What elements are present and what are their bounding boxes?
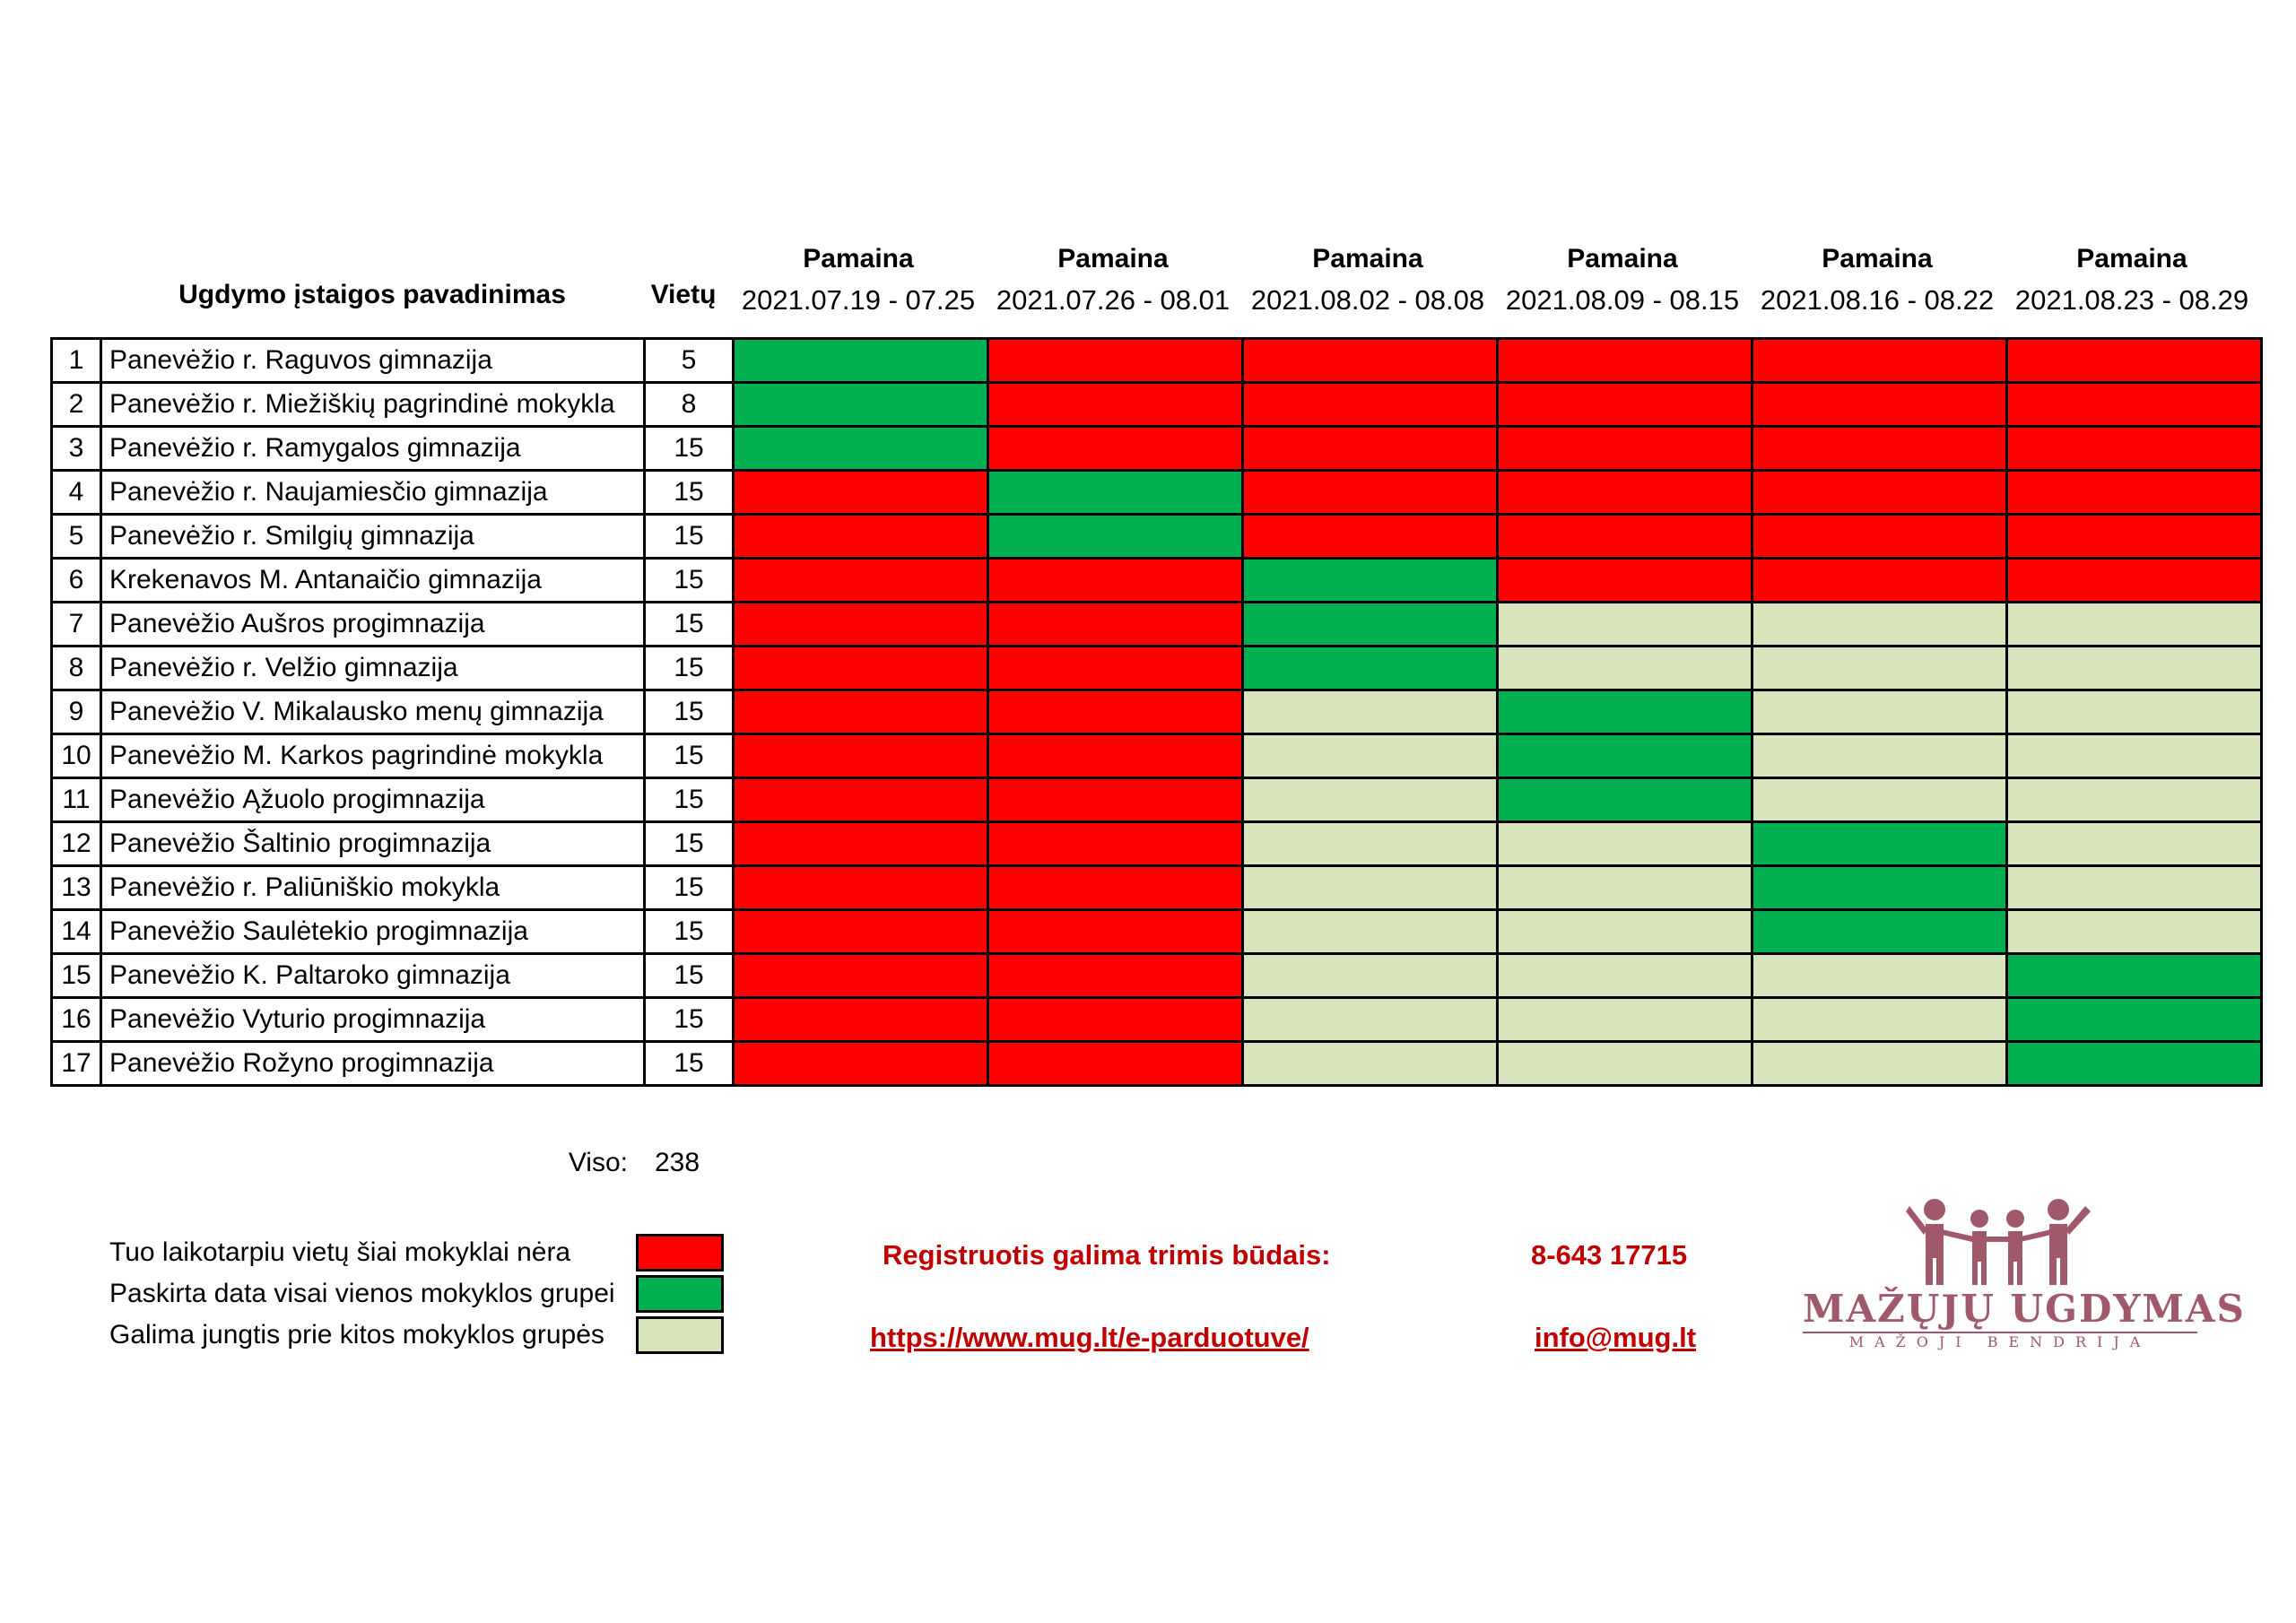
table-row [52, 515, 2262, 559]
shift-cell-red [1498, 427, 1752, 471]
legend-swatch-light [636, 1316, 724, 1354]
shift-cell-green [1243, 647, 1498, 690]
seats-count: 15 [645, 734, 734, 778]
row-number: 15 [52, 954, 101, 998]
shift-cell-green [1498, 778, 1752, 822]
seats-count: 15 [645, 603, 734, 647]
shift-cell-red [1498, 471, 1752, 515]
shift-cell-green [1498, 734, 1752, 778]
table-row [52, 471, 2262, 515]
shift-cell-red [734, 471, 988, 515]
table-row [52, 383, 2262, 427]
shift-cell-red [734, 690, 988, 734]
shift-cell-red [1752, 559, 2007, 603]
seats-count: 15 [645, 690, 734, 734]
seats-count: 15 [645, 954, 734, 998]
school-name: Panevėžio M. Karkos pagrindinė mokykla [101, 734, 645, 778]
shift-cell-light [2007, 910, 2262, 954]
seats-count: 15 [645, 1042, 734, 1086]
shift-cell-green [2007, 998, 2262, 1042]
shift-cell-red [734, 866, 988, 910]
table-row [52, 603, 2262, 647]
shift-cell-light [1498, 1042, 1752, 1086]
shift-cell-light [1752, 690, 2007, 734]
row-number: 13 [52, 866, 101, 910]
school-name: Panevėžio K. Paltaroko gimnazija [101, 954, 645, 998]
shift-cell-light [1243, 1042, 1498, 1086]
shift-cell-red [734, 1042, 988, 1086]
shift-cell-green [2007, 954, 2262, 998]
school-name: Panevėžio Vyturio progimnazija [101, 998, 645, 1042]
shift-cell-green [734, 339, 988, 383]
row-number: 8 [52, 647, 101, 690]
school-name: Panevėžio Saulėtekio progimnazija [101, 910, 645, 954]
shift-cell-red [988, 822, 1243, 866]
shift-dates: 2021.07.26 - 08.01 [996, 284, 1231, 316]
shift-cell-red [988, 603, 1243, 647]
shift-cell-light [1752, 954, 2007, 998]
school-name: Panevėžio r. Ramygalos gimnazija [101, 427, 645, 471]
shift-cell-red [988, 339, 1243, 383]
shift-cell-light [2007, 866, 2262, 910]
seats-count: 5 [645, 339, 734, 383]
shift-cell-light [1498, 998, 1752, 1042]
shift-cell-green [2007, 1042, 2262, 1086]
shift-cell-light [2007, 647, 2262, 690]
shift-cell-light [2007, 690, 2262, 734]
row-number: 3 [52, 427, 101, 471]
school-name: Panevėžio r. Paliūniškio mokykla [101, 866, 645, 910]
shift-cell-light [1752, 734, 2007, 778]
shift-cell-red [1243, 427, 1498, 471]
shift-cell-red [1752, 471, 2007, 515]
shift-cell-green [988, 471, 1243, 515]
shift-label: Pamaina [1567, 244, 1678, 273]
shift-cell-red [734, 559, 988, 603]
shift-cell-red [2007, 339, 2262, 383]
seats-count: 15 [645, 998, 734, 1042]
shift-cell-red [988, 998, 1243, 1042]
table-row [52, 910, 2262, 954]
shift-cell-red [988, 866, 1243, 910]
shift-cell-light [1498, 647, 1752, 690]
school-name: Panevėžio r. Raguvos gimnazija [101, 339, 645, 383]
shift-cell-green [1243, 603, 1498, 647]
shift-cell-red [1498, 383, 1752, 427]
logo-title: MAŽŲJŲ UGDYMAS [1803, 1287, 2246, 1331]
row-number: 17 [52, 1042, 101, 1086]
seats-count: 15 [645, 910, 734, 954]
table-row [52, 427, 2262, 471]
seats-count: 15 [645, 647, 734, 690]
shift-cell-red [2007, 515, 2262, 559]
schedule-table-body [52, 339, 2262, 1086]
shift-cell-light [1243, 690, 1498, 734]
shift-cell-red [2007, 559, 2262, 603]
shift-cell-light [1243, 998, 1498, 1042]
shift-cell-light [2007, 734, 2262, 778]
shift-cell-light [1752, 778, 2007, 822]
shift-cell-green [1752, 866, 2007, 910]
legend-item-joinable: Galima jungtis prie kitos mokyklos grupės [109, 1320, 604, 1350]
children-holding-hands-icon [1906, 1197, 2094, 1287]
row-number: 12 [52, 822, 101, 866]
shift-cell-red [1752, 339, 2007, 383]
shift-cell-red [988, 734, 1243, 778]
school-name: Panevėžio r. Smilgių gimnazija [101, 515, 645, 559]
shift-cell-red [1243, 471, 1498, 515]
total-label: Viso: [568, 1148, 628, 1177]
shift-cell-red [1498, 339, 1752, 383]
seats-count: 15 [645, 471, 734, 515]
shift-cell-red [988, 647, 1243, 690]
shift-cell-light [1752, 647, 2007, 690]
shift-header-5 [1750, 239, 2005, 321]
shift-cell-light [2007, 822, 2262, 866]
shift-cell-light [1752, 998, 2007, 1042]
total-value: 238 [655, 1148, 700, 1177]
school-name: Panevėžio r. Miežiškių pagrindinė mokykla [101, 383, 645, 427]
logo [1803, 1197, 2246, 1358]
shift-cell-light [1243, 910, 1498, 954]
shift-cell-red [734, 515, 988, 559]
shift-cell-light [1498, 822, 1752, 866]
shift-cell-red [734, 822, 988, 866]
row-number: 16 [52, 998, 101, 1042]
seats-count: 15 [645, 866, 734, 910]
shift-cell-red [988, 559, 1243, 603]
shift-dates: 2021.08.02 - 08.08 [1250, 284, 1485, 316]
row-number: 1 [52, 339, 101, 383]
schedule-table [50, 337, 2263, 1087]
school-name: Panevėžio r. Naujamiesčio gimnazija [101, 471, 645, 515]
shift-cell-green [1498, 690, 1752, 734]
table-row [52, 866, 2262, 910]
shift-cell-light [1243, 822, 1498, 866]
seats-count: 15 [645, 822, 734, 866]
seats-count: 8 [645, 383, 734, 427]
shift-header-1 [731, 239, 986, 321]
row-number: 7 [52, 603, 101, 647]
shift-cell-green [734, 427, 988, 471]
logo-subtitle: MAŽOJI BENDRIJA [1848, 1333, 2152, 1350]
shift-cell-light [2007, 778, 2262, 822]
shift-dates: 2021.08.23 - 08.29 [2014, 284, 2249, 316]
seats-column-header: Vietų [650, 280, 717, 309]
row-number: 14 [52, 910, 101, 954]
shift-cell-light [2007, 603, 2262, 647]
table-row [52, 690, 2262, 734]
shift-cell-green [1752, 822, 2007, 866]
shift-cell-red [1243, 339, 1498, 383]
school-name: Panevėžio Ąžuolo progimnazija [101, 778, 645, 822]
shift-label: Pamaina [1057, 244, 1169, 273]
school-name: Krekenavos M. Antanaičio gimnazija [101, 559, 645, 603]
shift-cell-light [1243, 954, 1498, 998]
shift-cell-red [1243, 383, 1498, 427]
shift-dates: 2021.07.19 - 07.25 [741, 284, 976, 316]
school-name: Panevėžio Šaltinio progimnazija [101, 822, 645, 866]
shift-cell-red [734, 954, 988, 998]
shift-cell-light [1498, 866, 1752, 910]
shift-cell-red [2007, 427, 2262, 471]
seats-count: 15 [645, 427, 734, 471]
shift-cell-red [2007, 383, 2262, 427]
shift-cell-red [1752, 427, 2007, 471]
shift-header-2 [986, 239, 1240, 321]
shift-cell-red [734, 603, 988, 647]
shift-dates: 2021.08.09 - 08.15 [1505, 284, 1740, 316]
legend-item-assigned: Paskirta data visai vienos mokyklos grupei [109, 1279, 615, 1308]
shift-header-6 [2005, 239, 2259, 321]
row-number: 6 [52, 559, 101, 603]
shift-cell-light [1243, 866, 1498, 910]
row-number: 9 [52, 690, 101, 734]
seats-count: 15 [645, 778, 734, 822]
seats-count: 15 [645, 559, 734, 603]
shift-cell-green [1752, 910, 2007, 954]
legend-item-unavailable: Tuo laikotarpiu vietų šiai mokyklai nėra [109, 1237, 571, 1267]
shift-cell-red [988, 778, 1243, 822]
shift-cell-red [1752, 515, 2007, 559]
shift-cell-light [1498, 603, 1752, 647]
shift-label: Pamaina [803, 244, 914, 273]
shift-cell-green [734, 383, 988, 427]
table-row [52, 778, 2262, 822]
seats-count: 15 [645, 515, 734, 559]
table-row [52, 647, 2262, 690]
shift-header-3 [1240, 239, 1495, 321]
shift-cell-red [2007, 471, 2262, 515]
table-row [52, 822, 2262, 866]
row-number: 4 [52, 471, 101, 515]
table-row [52, 734, 2262, 778]
shift-cell-red [1752, 383, 2007, 427]
shift-label: Pamaina [1822, 244, 1933, 273]
shift-cell-red [988, 383, 1243, 427]
shift-cell-red [988, 954, 1243, 998]
row-number: 2 [52, 383, 101, 427]
legend-swatch-green [636, 1275, 724, 1313]
table-row [52, 339, 2262, 383]
shift-cell-red [734, 778, 988, 822]
shift-cell-red [988, 910, 1243, 954]
shift-header-4 [1495, 239, 1750, 321]
shift-cell-red [988, 427, 1243, 471]
shift-dates: 2021.08.16 - 08.22 [1760, 284, 1995, 316]
registration-heading: Registruotis galima trimis būdais: [883, 1239, 1331, 1271]
shift-cell-red [1243, 515, 1498, 559]
shift-cell-red [734, 647, 988, 690]
shift-cell-light [1498, 910, 1752, 954]
registration-phone: 8-643 17715 [1531, 1239, 1688, 1271]
table-row [52, 998, 2262, 1042]
school-name: Panevėžio Aušros progimnazija [101, 603, 645, 647]
table-row [52, 1042, 2262, 1086]
school-name: Panevėžio r. Velžio gimnazija [101, 647, 645, 690]
shift-cell-light [1243, 734, 1498, 778]
shift-cell-red [988, 690, 1243, 734]
row-number: 10 [52, 734, 101, 778]
shift-cell-red [734, 910, 988, 954]
shift-cell-red [734, 734, 988, 778]
shift-cell-green [1243, 559, 1498, 603]
shift-cell-red [734, 998, 988, 1042]
shift-cell-light [1752, 603, 2007, 647]
shift-cell-red [1498, 515, 1752, 559]
shift-label: Pamaina [1312, 244, 1423, 273]
shift-label: Pamaina [2076, 244, 2187, 273]
row-number: 5 [52, 515, 101, 559]
registration-url-link[interactable]: https://www.mug.lt/e-parduotuve/ [870, 1322, 1309, 1353]
shift-cell-light [1498, 954, 1752, 998]
school-column-header: Ugdymo įstaigos pavadinimas [178, 280, 566, 309]
table-row [52, 559, 2262, 603]
school-name: Panevėžio Rožyno progimnazija [101, 1042, 645, 1086]
shift-cell-green [988, 515, 1243, 559]
shift-cell-red [1498, 559, 1752, 603]
shift-cell-light [1243, 778, 1498, 822]
row-number: 11 [52, 778, 101, 822]
legend-swatch-red [636, 1234, 724, 1271]
registration-email-link[interactable]: info@mug.lt [1535, 1322, 1697, 1353]
shift-cell-light [1752, 1042, 2007, 1086]
school-name: Panevėžio V. Mikalausko menų gimnazija [101, 690, 645, 734]
table-row [52, 954, 2262, 998]
shift-cell-red [988, 1042, 1243, 1086]
